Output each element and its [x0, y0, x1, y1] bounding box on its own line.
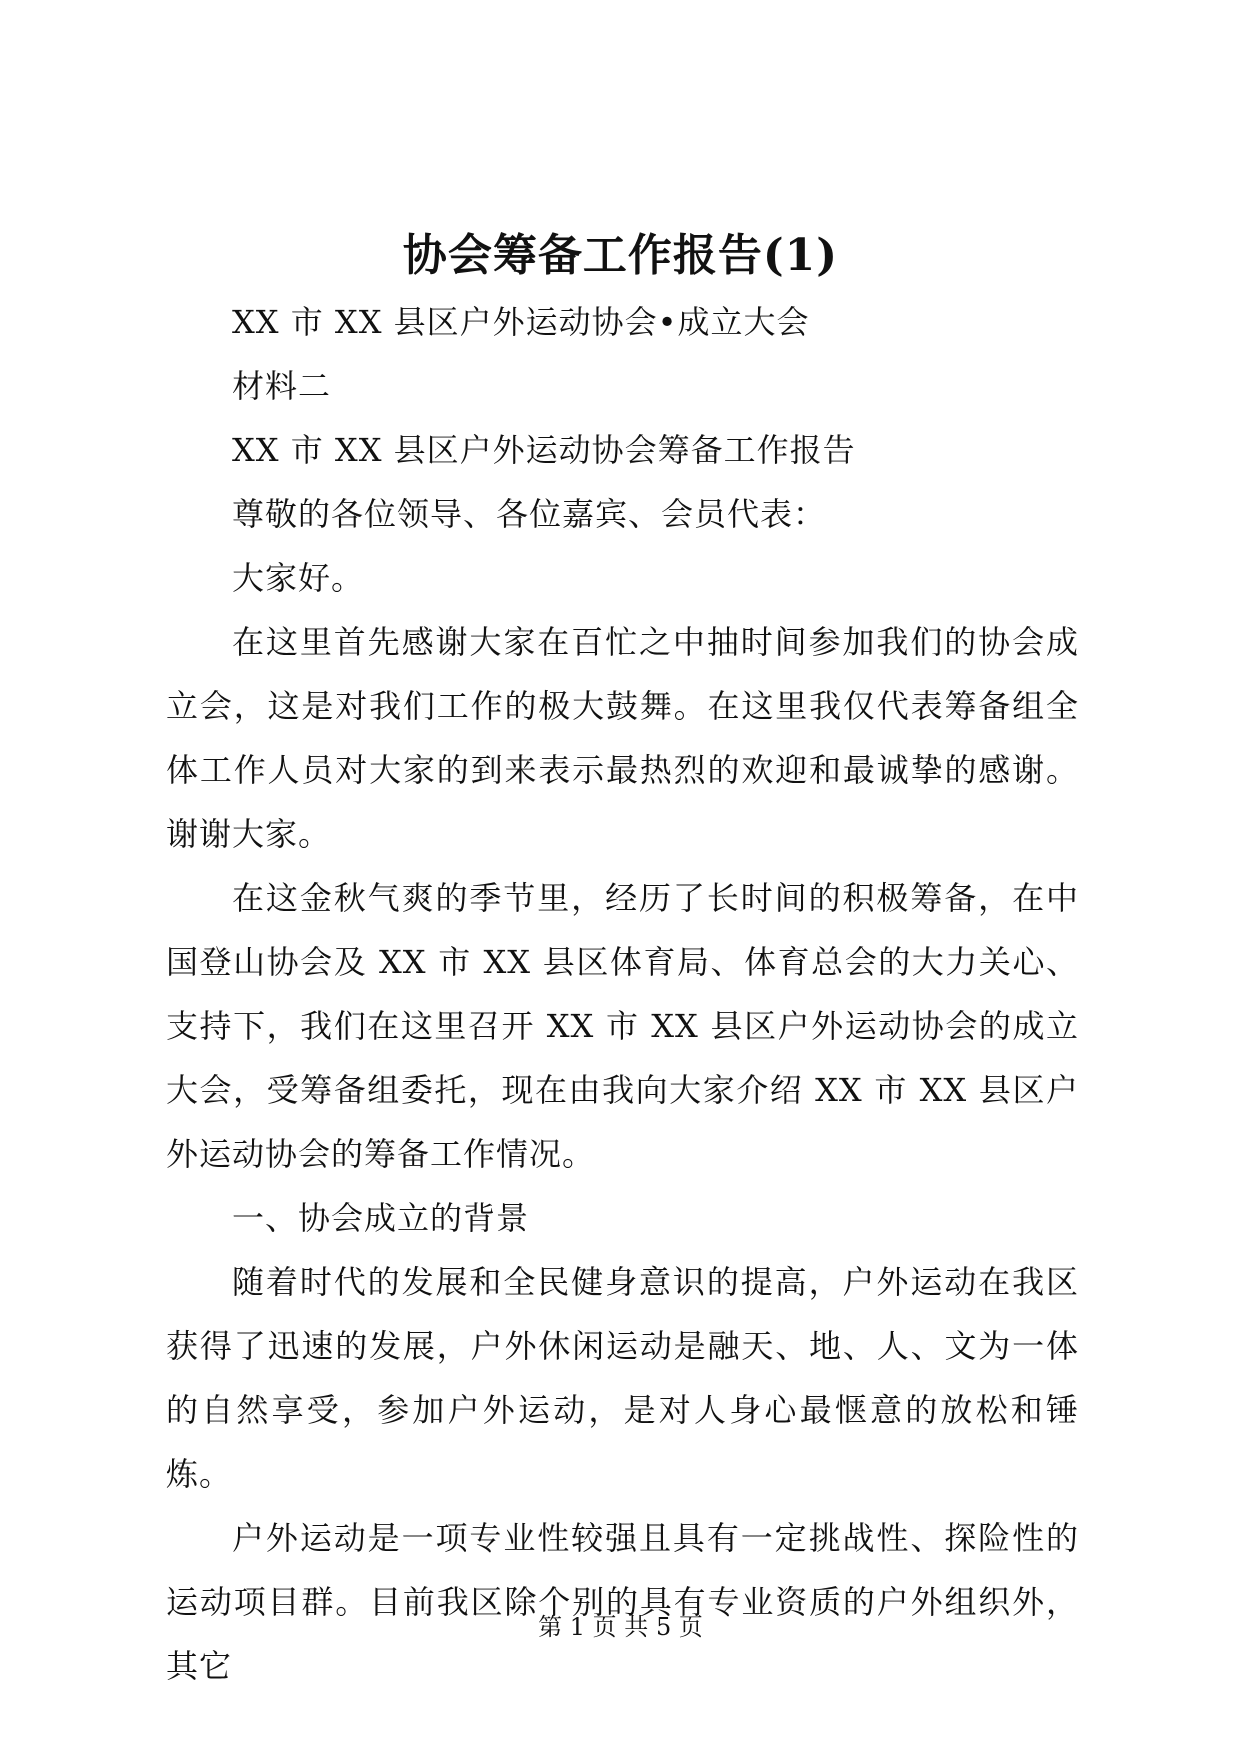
section-heading: 一、协会成立的背景	[232, 1199, 530, 1237]
report-subtitle: XX 市 XX 县区户外运动协会筹备工作报告	[232, 431, 856, 469]
body-paragraph: 随着时代的发展和全民健身意识的提高，户外运动在我区获得了迅速的发展，户外休闲运动是融天、地、人、文为一体的自然享受，参加户外运动，是对人身心最惬意的放松和锤炼。	[166, 1263, 1079, 1493]
document-title: 协会筹备工作报告(1)	[402, 230, 839, 281]
event-line: XX 市 XX 县区户外运动协会•成立大会	[232, 303, 810, 341]
body-paragraph: 在这里首先感谢大家在百忙之中抽时间参加我们的协会成立会，这是对我们工作的极大鼓舞。在这里我仅代表筹备组全体工作人员对大家的到来表示最热烈的欢迎和最诚挚的感谢。谢谢大家。	[166, 623, 1079, 853]
document-body	[166, 290, 1079, 1698]
body-paragraph: 户外运动是一项专业性较强且具有一定挑战性、探险性的运动项目群。目前我区除个别的具有专业资质的户外组织外，其它	[166, 1519, 1079, 1685]
salutation: 尊敬的各位领导、各位嘉宾、会员代表：	[232, 495, 827, 533]
page-footer: 第 1 页 共 5 页	[538, 1613, 703, 1641]
greeting: 大家好。	[232, 559, 365, 597]
body-paragraph: 在这金秋气爽的季节里，经历了长时间的积极筹备，在中国登山协会及 XX 市 XX 县区体育局、体育总会的大力关心、支持下，我们在这里召开 XX 市 XX 县区户外运动协会的成立大会，受筹备组委托，现在由我向大家介绍 XX 市 XX 县区户外运动协会的筹备工作情况。	[166, 879, 1079, 1173]
material-label: 材料二	[232, 367, 332, 405]
